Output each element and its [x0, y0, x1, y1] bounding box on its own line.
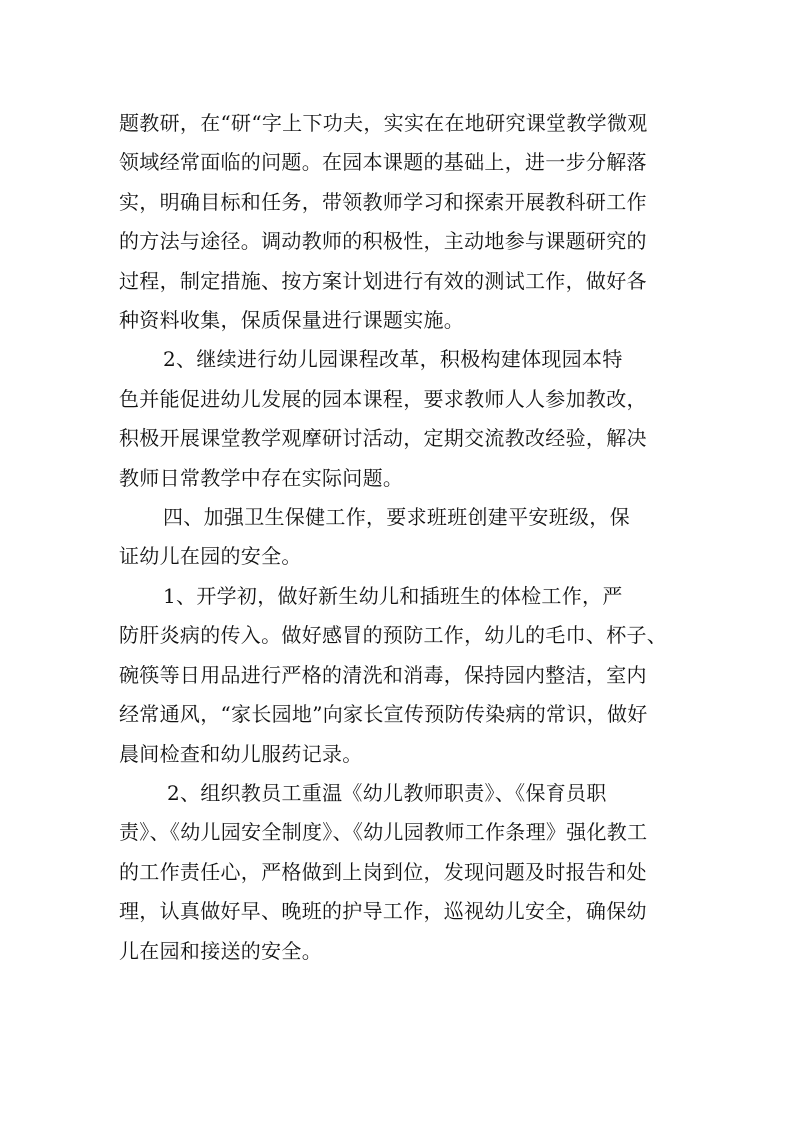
text-line: 防肝炎病的传入。做好感冒的预防工作，幼儿的毛巾、杯子、 — [119, 623, 668, 648]
text-line: 四、加强卫生保健工作，要求班班创建平安班级，保 — [163, 505, 630, 530]
text-line: 教师日常教学中存在实际问题。 — [119, 465, 404, 490]
text-line: 积极开展课堂教学观摩研讨活动，定期交流教改经验，解决 — [119, 426, 647, 451]
text-line: 证幼儿在园的安全。 — [119, 544, 302, 569]
text-line: 2、继续进行幼儿园课程改革，积极构建体现园本特 — [163, 347, 623, 372]
text-line: 的工作责任心，严格做到上岗到位，发现问题及时报告和处 — [119, 859, 647, 884]
document-body — [119, 104, 675, 971]
text-line: 过程，制定措施、按方案计划进行有效的测试工作，做好各 — [119, 268, 647, 293]
text-line: 儿在园和接送的安全。 — [119, 938, 322, 963]
text-line: 的方法与途径。调动教师的积极性，主动地参与课题研究的 — [119, 229, 647, 254]
text-line: 2、组织教员工重温《幼儿教师职责》、《保育员职 — [167, 780, 607, 805]
text-line: 领域经常面临的问题。在园本课题的基础上，进一步分解落 — [119, 150, 647, 175]
text-line: 实，明确目标和任务，带领教师学习和探索开展教科研工作 — [119, 189, 647, 214]
paragraph-research — [119, 104, 675, 340]
text-line: 题教研，在“研“字上下功夫，实实在在地研究课堂教学微观 — [119, 111, 648, 135]
text-line: 晨间检查和幼儿服药记录。 — [119, 741, 363, 766]
text-line: 1、开学初，做好新生幼儿和插班生的体检工作，严 — [163, 583, 623, 608]
paragraph-health-check — [119, 577, 675, 774]
text-line: 责》、《幼儿园安全制度》、《幼儿园教师工作条理》强化教工 — [119, 820, 648, 845]
section-heading-health-care — [119, 498, 675, 577]
text-line: 理，认真做好早、晚班的护导工作，巡视幼儿安全，确保幼 — [119, 899, 647, 924]
text-line: 经常通风，“家长园地”向家长宣传预防传染病的常识，做好 — [119, 702, 648, 727]
paragraph-staff-responsibility — [119, 774, 675, 971]
text-line: 色并能促进幼儿发展的园本课程，要求教师人人参加教改， — [119, 386, 647, 411]
text-line: 碗筷等日用品进行严格的清洗和消毒，保持园内整洁，室内 — [119, 662, 647, 687]
paragraph-curriculum-reform — [119, 340, 675, 498]
text-line: 种资料收集，保质保量进行课题实施。 — [119, 308, 465, 333]
